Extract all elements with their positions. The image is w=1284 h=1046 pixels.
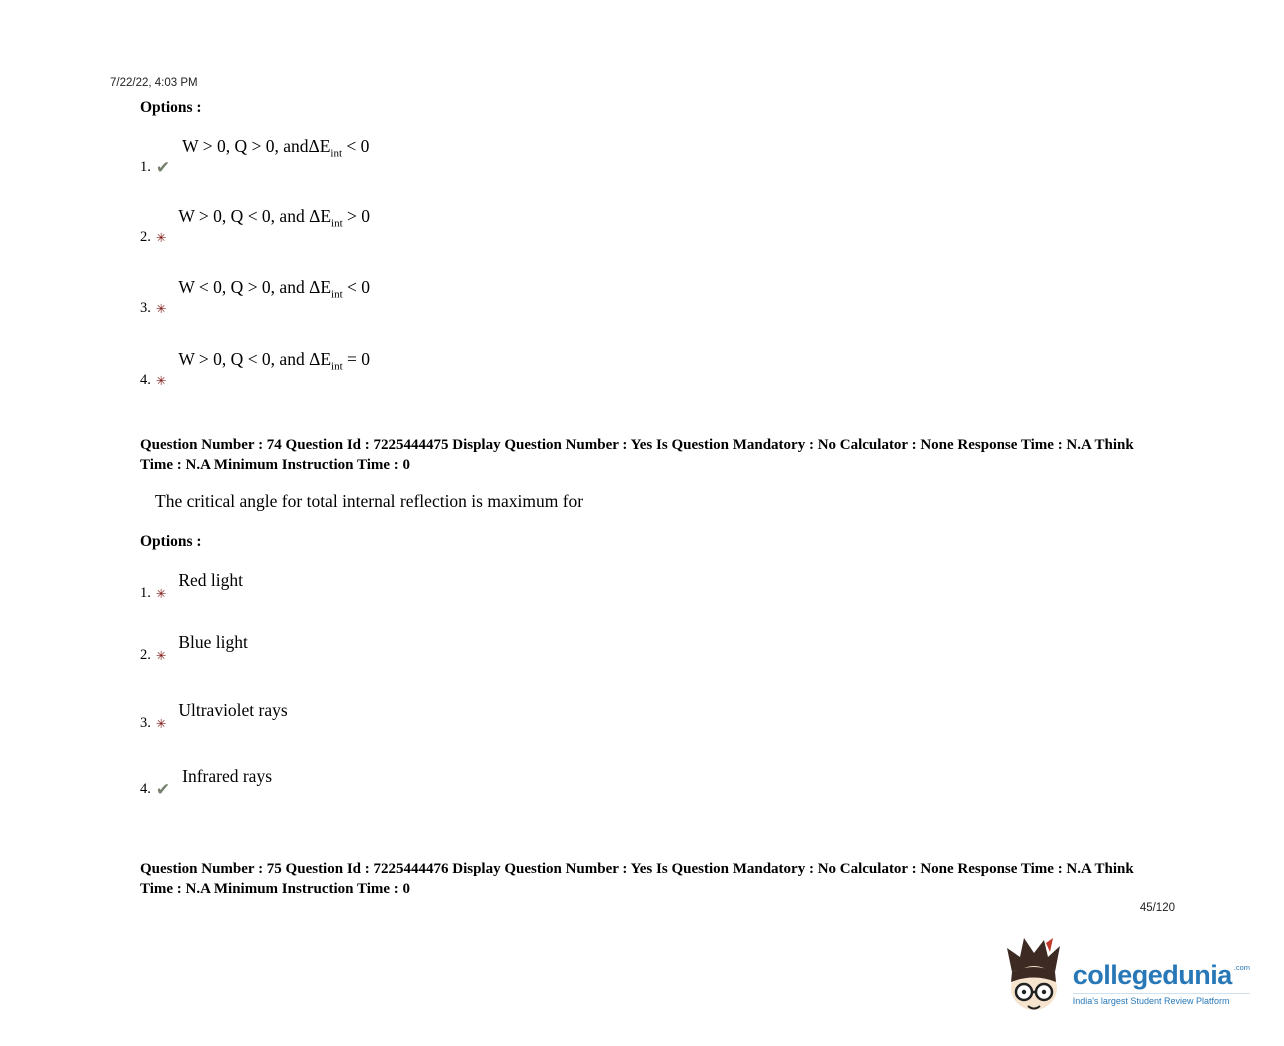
- options-label: Options :: [140, 533, 202, 550]
- option-row: [140, 349, 370, 389]
- option-row: [140, 206, 370, 246]
- option-row: [140, 632, 248, 664]
- collegedunia-logo: [1005, 936, 1250, 1029]
- option-subscript: int: [331, 360, 343, 373]
- option-number: 3.: [140, 715, 151, 731]
- option-number: 2.: [140, 647, 151, 663]
- wrong-mark-icon: ✳: [155, 717, 167, 731]
- options-label: Options :: [140, 99, 202, 116]
- print-timestamp: 7/22/22, 4:03 PM: [110, 77, 198, 89]
- correct-mark-icon: ✔: [155, 157, 171, 177]
- option-subscript: int: [331, 288, 343, 301]
- correct-mark-icon: ✔: [155, 780, 171, 799]
- option-text-main: W > 0, Q < 0, and ΔE: [178, 349, 332, 369]
- option-number: 1.: [140, 158, 151, 175]
- wrong-mark-icon: ✳: [155, 373, 167, 388]
- option-text-tail: > 0: [342, 206, 371, 226]
- option-text: Infrared rays: [182, 766, 273, 786]
- option-number: 1.: [140, 585, 151, 601]
- option-subscript: int: [331, 217, 343, 230]
- option-text: Red light: [178, 570, 244, 590]
- logo-wordmark: collegedunia: [1072, 959, 1232, 990]
- option-text-tail: < 0: [342, 136, 370, 156]
- option-row: [140, 700, 288, 732]
- page-indicator: 45/120: [1139, 902, 1175, 914]
- option-text-tail: = 0: [342, 349, 371, 369]
- option-text-main: W < 0, Q > 0, and ΔE: [178, 277, 332, 297]
- logo-text-block: [1073, 960, 1250, 1006]
- option-text: [182, 136, 369, 165]
- option-text-main: W > 0, Q < 0, and ΔE: [178, 206, 332, 226]
- wrong-mark-icon: ✳: [155, 301, 167, 316]
- wrong-mark-icon: ✳: [155, 649, 167, 663]
- logo-domain-suffix: .com: [1233, 962, 1250, 972]
- option-row: [140, 136, 369, 176]
- option-row: [140, 766, 272, 798]
- wrong-mark-icon: ✳: [155, 230, 167, 245]
- option-text-tail: < 0: [342, 277, 371, 297]
- option-text: [178, 349, 370, 378]
- option-number: 4.: [140, 781, 151, 797]
- option-number: 3.: [140, 299, 151, 316]
- question-header: Question Number : 75 Question Id : 7225444476 Display Question Number : Yes Is Question Mandatory : No Calculator : None Response Time : N.A Think Time : N.A Minimum Instruction Time : 0: [140, 861, 1134, 897]
- option-text: [178, 277, 370, 306]
- option-row: [140, 570, 243, 602]
- option-number: 2.: [140, 228, 151, 245]
- mascot-icon: [1005, 936, 1063, 1029]
- option-text-main: W > 0, Q > 0, andΔE: [182, 136, 331, 156]
- option-text: Blue light: [178, 632, 248, 652]
- question-header: Question Number : 74 Question Id : 7225444475 Display Question Number : Yes Is Question Mandatory : No Calculator : None Response Time : N.A Think Time : N.A Minimum Instruction Time : 0: [140, 437, 1134, 473]
- option-row: [140, 277, 370, 317]
- option-subscript: int: [330, 147, 343, 160]
- option-number: 4.: [140, 371, 151, 388]
- wrong-mark-icon: ✳: [155, 587, 167, 601]
- question-text: The critical angle for total internal reflection is maximum for: [155, 491, 584, 511]
- option-text: [178, 206, 370, 235]
- option-text: Ultraviolet rays: [178, 700, 288, 720]
- logo-tagline: India's largest Student Review Platform: [1073, 993, 1250, 1006]
